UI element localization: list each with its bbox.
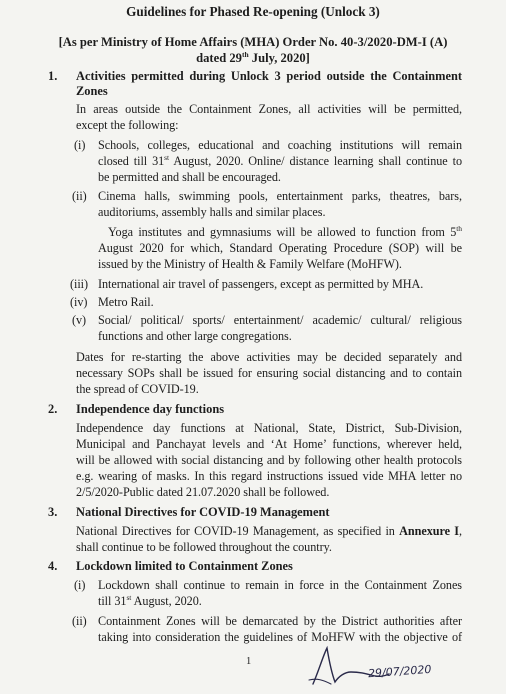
s1-yoga-line3: issued by the Ministry of Health & Family Welfare (MoHFW). (98, 257, 402, 271)
s1-item-i-number: (i) (74, 138, 86, 152)
signature-date: 29/07/2020 (367, 662, 432, 681)
section-4-number: 4. (48, 559, 58, 573)
s1-yoga-line1: Yoga institutes and gymnasiums will be allowed to function from 5th (108, 223, 462, 239)
s1-item-iii-text: International air travel of passengers, except as permitted by MHA. (98, 277, 424, 291)
page-title: Guidelines for Phased Re-opening (Unlock 3) (126, 4, 380, 19)
page-number: 1 (246, 656, 252, 667)
s4-item-ii-line2: taking into consideration the guidelines of MoHFW with the objective of (98, 630, 462, 644)
s3-line1: National Directives for COVID-19 Management, as specified in Annexure I, (76, 524, 463, 538)
s1-item-ii-number: (ii) (72, 189, 87, 203)
section-1-number: 1. (48, 69, 58, 83)
s2-line1: Independence day functions at National, State, District, Sub-Division, (76, 421, 462, 435)
section-2-number: 2. (48, 402, 58, 416)
s1-dates-line2: necessary SOPs shall be issued for ensuring social distancing and to contain (76, 366, 462, 380)
section-3-heading: National Directives for COVID-19 Management (76, 505, 330, 519)
section-1-heading-line1: Activities permitted during Unlock 3 period outside the Containment (76, 69, 462, 83)
s1-item-v-number: (v) (72, 313, 87, 327)
s2-line4: e.g. wearing of masks. In this regard instructions issued vide MHA letter no (76, 469, 462, 483)
s1-item-iii-number: (iii) (70, 277, 89, 291)
s1-dates-line1: Dates for re-starting the above activities may be decided separately and (76, 350, 462, 364)
s1-intro-line1: In areas outside the Containment Zones, all activities will be permitted, (76, 102, 462, 116)
s1-item-ii-line1: Cinema halls, swimming pools, entertainment parks, theatres, bars, (98, 189, 462, 203)
s1-item-i-line2: closed till 31st August, 2020. Online/ distance learning shall continue to (98, 152, 462, 168)
s1-yoga-line2: August 2020 for which, Standard Operating Procedure (SOP) will be (98, 241, 462, 255)
annexure-reference: Annexure I (399, 524, 460, 538)
s2-line3: will be allowed with social distancing and by following other health protocols (76, 453, 462, 467)
s2-line5: 2/5/2020-Public dated 21.07.2020 shall be followed. (76, 485, 330, 499)
s2-line2: Municipal and Panchayat levels and ‘At Home’ functions, wherever held, (76, 437, 462, 451)
order-reference-line2: dated 29th July, 2020] (196, 49, 310, 65)
s4-item-i-line1: Lockdown shall continue to remain in force in the Containment Zones (98, 578, 462, 592)
s1-item-i-line3: be permitted and shall be encouraged. (98, 170, 281, 184)
section-3-number: 3. (48, 505, 58, 519)
s4-item-i-line2: till 31st August, 2020. (98, 592, 202, 608)
s1-intro-line2: except the following: (76, 118, 179, 132)
s1-item-iv-text: Metro Rail. (98, 295, 154, 309)
s1-item-v-line1: Social/ political/ sports/ entertainment/ academic/ cultural/ religious (98, 313, 462, 327)
s1-item-ii-line2: auditoriums, assembly halls and similar places. (98, 205, 326, 219)
s3-line2: shall continue to be followed throughout the country. (76, 540, 332, 554)
section-4-heading: Lockdown limited to Containment Zones (76, 559, 293, 573)
order-reference-line1: [As per Ministry of Home Affairs (MHA) Order No. 40-3/2020-DM-I (A) (58, 35, 448, 49)
s1-dates-line3: the spread of COVID-19. (76, 382, 199, 396)
s4-item-ii-number: (ii) (72, 614, 87, 628)
s4-item-ii-line1: Containment Zones will be demarcated by the District authorities after (98, 614, 462, 628)
section-1-heading-line2: Zones (76, 84, 108, 98)
s4-item-i-number: (i) (74, 578, 86, 592)
s1-item-i-line1: Schools, colleges, educational and coaching institutions will remain (98, 138, 462, 152)
section-2-heading: Independence day functions (76, 402, 225, 416)
s1-item-iv-number: (iv) (70, 295, 88, 309)
s1-item-v-line2: functions and other large congregations. (98, 329, 292, 343)
